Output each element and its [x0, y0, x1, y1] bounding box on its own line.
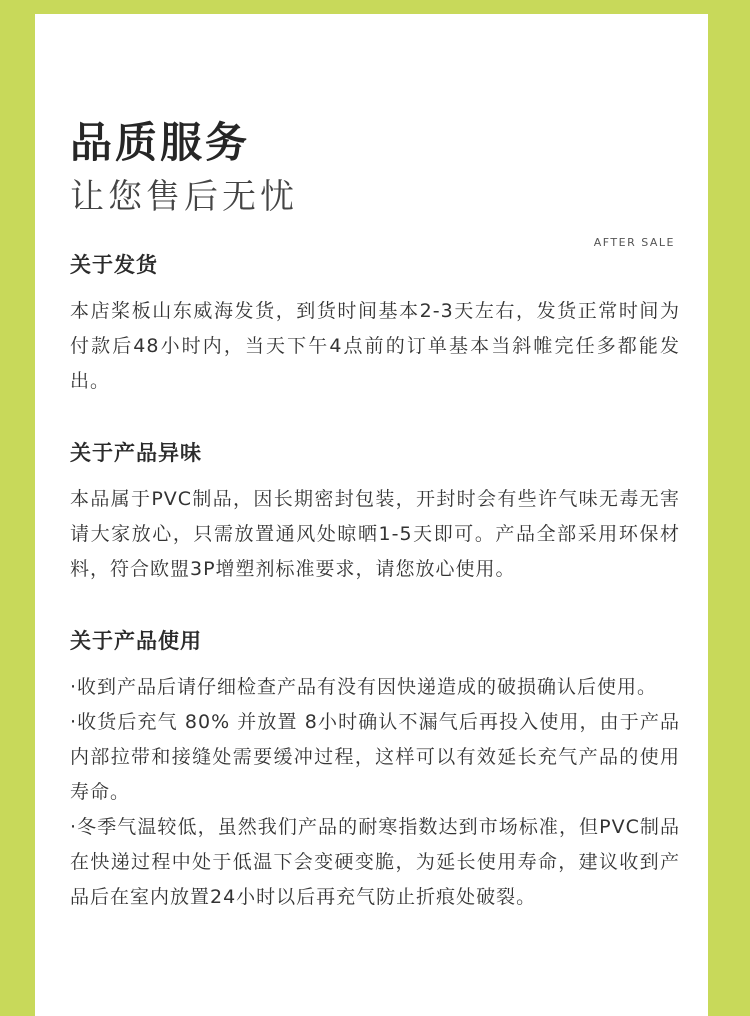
section-heading: 关于产品使用 [70, 629, 202, 653]
section-paragraph: ·收到产品后请仔细检查产品有没有因快递造成的破损确认后使用。 [70, 676, 658, 699]
section-paragraph: ·收货后充气 80% 并放置 8小时确认不漏气后再投入使用，由于产品内部拉带和接缝处需要缓冲过程，这样可以有效延长充气产品的使用寿命。 [70, 711, 680, 804]
content-card [35, 14, 708, 1016]
section-usage [70, 628, 680, 915]
section-paragraph: ·冬季气温较低，虽然我们产品的耐寒指数达到市场标准，但PVC制品在快递过程中处于低温下会变硬变脆，为延长使用寿命，建议收到产品后在室内放置24小时以后再充气防止折痕处破裂。 [70, 816, 680, 909]
after-sale-tag: AFTER SALE [593, 236, 675, 249]
section-heading: 关于产品异味 [70, 441, 202, 465]
section-heading: 关于发货 [70, 253, 158, 277]
section-paragraph: 本店桨板山东威海发货，到货时间基本2-3天左右，发货正常时间为付款后48小时内，当天下午4点前的订单基本当斜帷完任多都能发出。 [70, 300, 680, 393]
section-shipping [70, 252, 680, 399]
section-paragraph: 本品属于PVC制品，因长期密封包装，开封时会有些许气味无毒无害请大家放心，只需放置通风处晾晒1-5天即可。产品全部采用环保材料，符合欧盟3P增塑剂标准要求，请您放心使用。 [70, 488, 680, 581]
section-odor [70, 440, 680, 587]
page-subtitle: 让您售后无忧 [70, 177, 298, 217]
page-title: 品质服务 [70, 118, 251, 167]
